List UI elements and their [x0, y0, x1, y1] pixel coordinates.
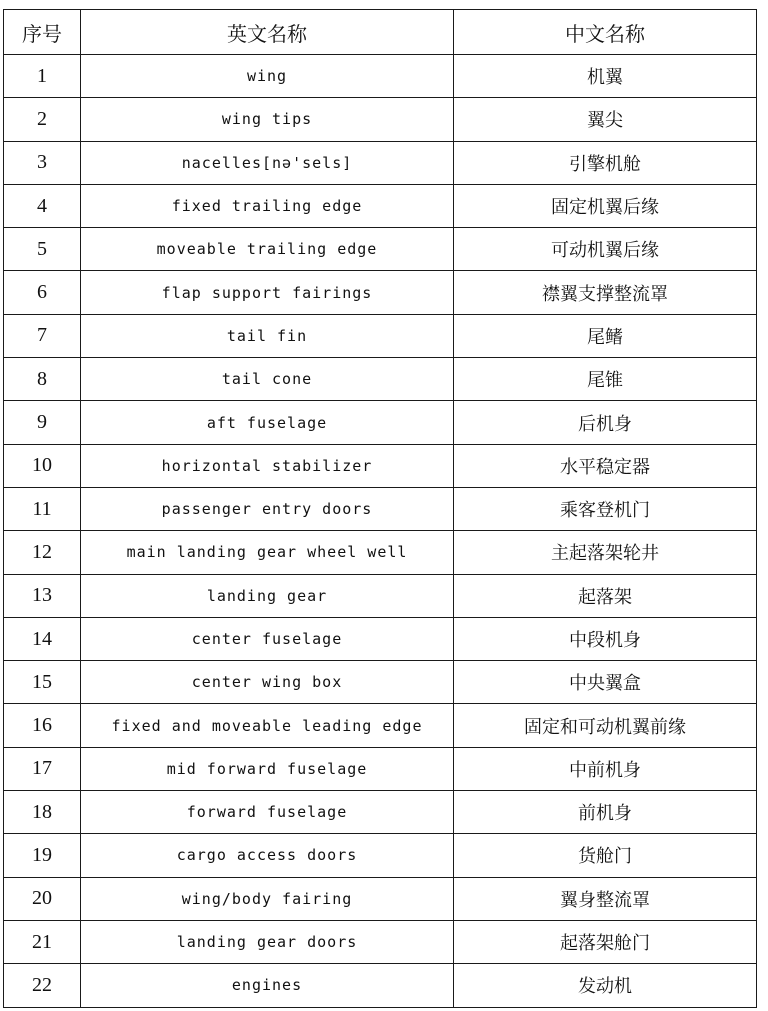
english-name-cell: center fuselage	[81, 617, 454, 660]
table-row	[4, 401, 757, 444]
row-number-cell: 3	[4, 141, 81, 184]
table-row	[4, 834, 757, 877]
english-name-cell: mid forward fuselage	[81, 747, 454, 790]
table-row	[4, 98, 757, 141]
english-name-cell: center wing box	[81, 661, 454, 704]
row-number-cell: 13	[4, 574, 81, 617]
table-row	[4, 920, 757, 963]
chinese-name-cell: 中前机身	[454, 747, 757, 790]
row-number-cell: 2	[4, 98, 81, 141]
english-name-cell: landing gear	[81, 574, 454, 617]
english-name-cell: nacelles[nə'sels]	[81, 141, 454, 184]
chinese-name-cell: 可动机翼后缘	[454, 228, 757, 271]
english-name-cell: cargo access doors	[81, 834, 454, 877]
table-row	[4, 141, 757, 184]
english-name-cell: fixed trailing edge	[81, 184, 454, 227]
row-number-cell: 22	[4, 964, 81, 1007]
english-name-cell: wing	[81, 55, 454, 98]
chinese-name-cell: 水平稳定器	[454, 444, 757, 487]
chinese-name-cell: 固定和可动机翼前缘	[454, 704, 757, 747]
table-row	[4, 964, 757, 1007]
chinese-name-cell: 翼身整流罩	[454, 877, 757, 920]
english-name-cell: fixed and moveable leading edge	[81, 704, 454, 747]
chinese-name-cell: 翼尖	[454, 98, 757, 141]
english-name-cell: wing tips	[81, 98, 454, 141]
row-number-cell: 4	[4, 184, 81, 227]
row-number-cell: 20	[4, 877, 81, 920]
row-number-cell: 6	[4, 271, 81, 314]
chinese-name-cell: 主起落架轮井	[454, 531, 757, 574]
table-row	[4, 358, 757, 401]
english-name-cell: tail fin	[81, 314, 454, 357]
chinese-name-cell: 尾锥	[454, 358, 757, 401]
chinese-name-cell: 发动机	[454, 964, 757, 1007]
row-number-cell: 17	[4, 747, 81, 790]
table-row	[4, 617, 757, 660]
table-body	[4, 55, 757, 1008]
header-chinese-name: 中文名称	[454, 10, 757, 55]
english-name-cell: tail cone	[81, 358, 454, 401]
row-number-cell: 10	[4, 444, 81, 487]
english-name-cell: wing/body fairing	[81, 877, 454, 920]
english-name-cell: landing gear doors	[81, 920, 454, 963]
terminology-table-container	[3, 9, 756, 1008]
row-number-cell: 9	[4, 401, 81, 444]
table-row	[4, 661, 757, 704]
english-name-cell: passenger entry doors	[81, 487, 454, 530]
chinese-name-cell: 乘客登机门	[454, 487, 757, 530]
english-name-cell: aft fuselage	[81, 401, 454, 444]
row-number-cell: 5	[4, 228, 81, 271]
table-row	[4, 531, 757, 574]
table-row	[4, 574, 757, 617]
chinese-name-cell: 货舱门	[454, 834, 757, 877]
chinese-name-cell: 机翼	[454, 55, 757, 98]
table-row	[4, 747, 757, 790]
table-row	[4, 228, 757, 271]
row-number-cell: 7	[4, 314, 81, 357]
row-number-cell: 14	[4, 617, 81, 660]
english-name-cell: moveable trailing edge	[81, 228, 454, 271]
chinese-name-cell: 固定机翼后缘	[454, 184, 757, 227]
row-number-cell: 1	[4, 55, 81, 98]
header-english-name: 英文名称	[81, 10, 454, 55]
english-name-cell: engines	[81, 964, 454, 1007]
table-row	[4, 55, 757, 98]
table-row	[4, 704, 757, 747]
chinese-name-cell: 后机身	[454, 401, 757, 444]
chinese-name-cell: 起落架舱门	[454, 920, 757, 963]
english-name-cell: forward fuselage	[81, 791, 454, 834]
english-name-cell: horizontal stabilizer	[81, 444, 454, 487]
english-name-cell: flap support fairings	[81, 271, 454, 314]
aircraft-parts-table	[3, 9, 757, 1008]
row-number-cell: 11	[4, 487, 81, 530]
row-number-cell: 18	[4, 791, 81, 834]
table-row	[4, 184, 757, 227]
table-row	[4, 314, 757, 357]
table-row	[4, 444, 757, 487]
table-row	[4, 271, 757, 314]
table-row	[4, 487, 757, 530]
row-number-cell: 8	[4, 358, 81, 401]
chinese-name-cell: 尾鳍	[454, 314, 757, 357]
chinese-name-cell: 中央翼盒	[454, 661, 757, 704]
row-number-cell: 12	[4, 531, 81, 574]
row-number-cell: 15	[4, 661, 81, 704]
row-number-cell: 16	[4, 704, 81, 747]
header-number: 序号	[4, 10, 81, 55]
table-header-row	[4, 10, 757, 55]
table-row	[4, 877, 757, 920]
chinese-name-cell: 前机身	[454, 791, 757, 834]
chinese-name-cell: 襟翼支撑整流罩	[454, 271, 757, 314]
english-name-cell: main landing gear wheel well	[81, 531, 454, 574]
table-row	[4, 791, 757, 834]
row-number-cell: 21	[4, 920, 81, 963]
row-number-cell: 19	[4, 834, 81, 877]
chinese-name-cell: 起落架	[454, 574, 757, 617]
chinese-name-cell: 中段机身	[454, 617, 757, 660]
chinese-name-cell: 引擎机舱	[454, 141, 757, 184]
